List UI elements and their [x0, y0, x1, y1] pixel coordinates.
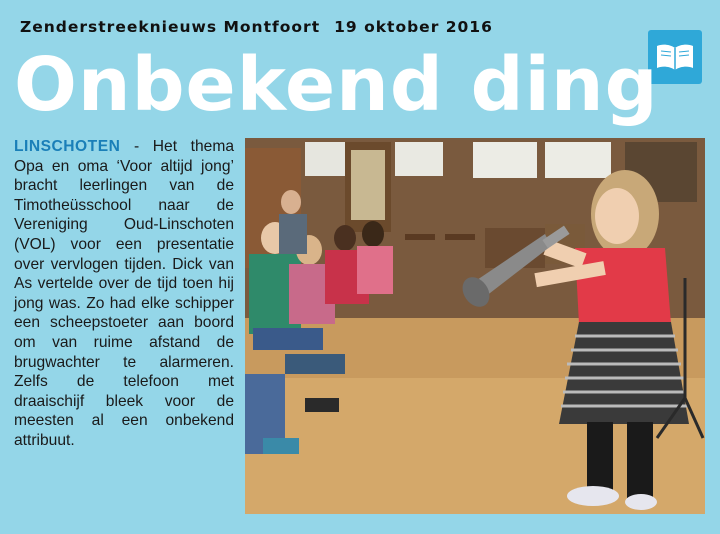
article-body: - Het thema Opa en oma ‘Voor altijd jong’ bracht leerlingen van de Timotheüsschool naar de Vereniging Oud-Linschoten (VOL) voor een presentatie over vervlogen tijden. Dick van As vertelde over de tijd toen hij jong was. Zo had elke schipper een scheepstoeter aan boord om van ruime afstand de brugwachter te alarmeren. Zelfs de telefoon met draaischijf bleek voor de meesten al een onbekend attribuut.: [14, 138, 234, 449]
headline: Onbekend ding: [14, 42, 659, 128]
masthead: [20, 18, 493, 36]
article-text: [14, 137, 234, 451]
issue-date: 19 oktober 2016: [334, 18, 493, 36]
girl-with-ship-horn-photo: [245, 138, 705, 514]
dateline-place: LINSCHOTEN: [14, 138, 121, 155]
newspaper-name: Zenderstreeknieuws Montfoort: [20, 18, 321, 36]
